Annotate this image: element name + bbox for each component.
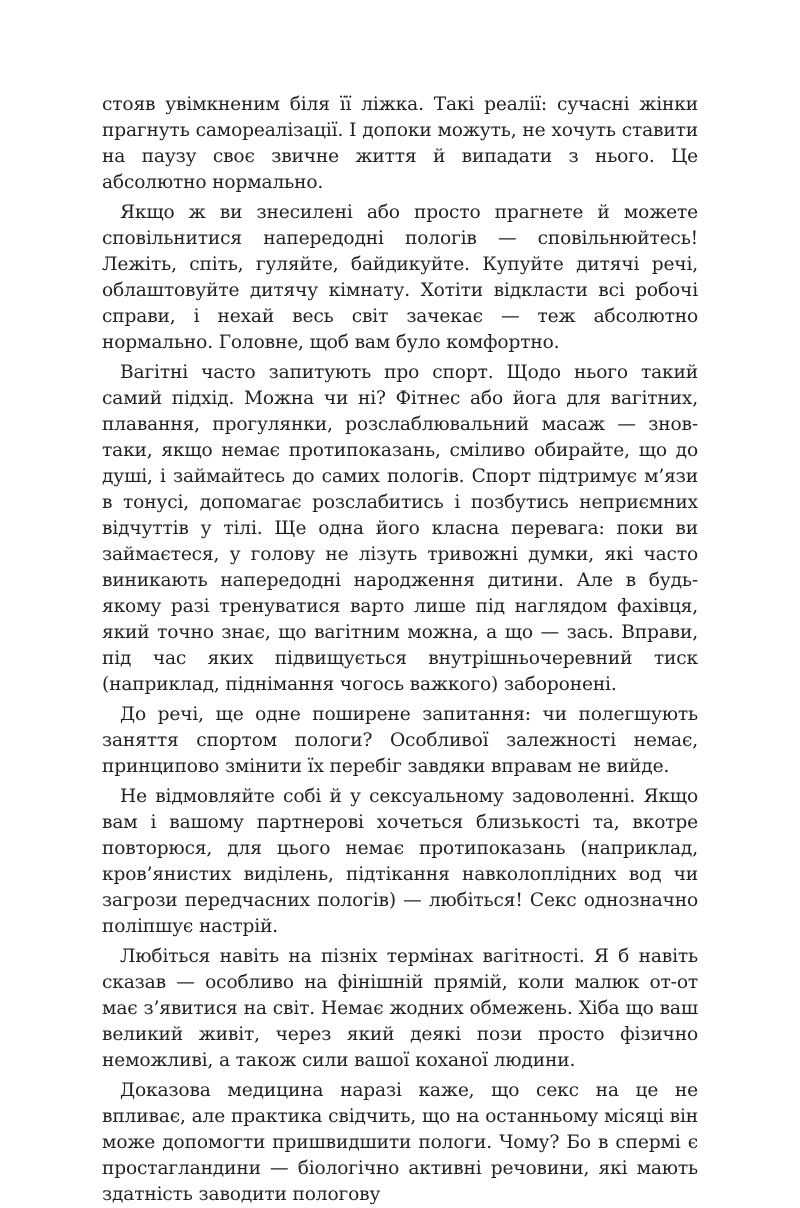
paragraph-6: Любіться навіть на пізніх термінах вагітності. Я б навіть сказав — особливо на фінішній прямій, коли малюк от-от має з’явитися на світ. Немає жодних обмежень. Хіба що ваш великий живіт, через який деякі пози просто фізично неможливі, а також сили вашої коханої людини. — [102, 946, 698, 1071]
paragraph-1: стояв увімкненим біля її ліжка. Такі реалії: сучасні жінки прагнуть самореалізації. І допоки можуть, не хочуть ставити на паузу своє звичне життя й випадати з нього. Це абсолютно нормально. — [102, 94, 698, 193]
paragraph-3: Вагітні часто запитують про спорт. Щодо нього такий самий підхід. Можна чи ні? Фітнес або йога для вагітних, плавання, прогулянки, розслаблювальний масаж — знов-таки, якщо немає протипоказань, сміливо обирайте, що до душі, і займайтесь до самих пологів. Спорт підтримує м’язи в тонусі, допомагає розслабитись і позбутись неприємних відчуттів у тілі. Ще одна його класна перевага: поки ви займаєтеся, у голову не лізуть тривожні думки, які часто виникають напередодні народження дитини. Але в будь-якому разі тренуватися варто лише під наглядом фахівця, який точно знає, що вагітним можна, а що — зась. Вправи, під час яких підвищується внутрішньочеревний тиск (наприклад, піднімання чогось важкого) заборонені. — [102, 362, 698, 695]
paragraph-5: Не відмовляйте собі й у сексуальному задоволенні. Якщо вам і вашому партнерові хочеться близькості та, вкотре повторюся, для цього немає протипоказань (наприклад, кров’янистих виділень, підтікання навколоплідних вод чи загрози передчасних пологів) — любіться! Секс однозначно поліпшує настрій. — [102, 786, 698, 937]
paragraph-4: До речі, ще одне поширене запитання: чи полегшують заняття спортом пологи? Особливої залежності немає, принципово змінити їх перебіг завдяки вправам не вийде. — [102, 704, 698, 777]
paragraph-2: Якщо ж ви знесилені або просто прагнете й можете сповільнитися напередодні пологів — сповільнюйтесь! Лежіть, спіть, гуляйте, байдикуйте. Купуйте дитячі речі, облаштовуйте дитячу кімнату. Хотіти відкласти всі робочі справи, і нехай весь світ зачекає — теж абсолютно нормально. Головне, щоб вам було комфортно. — [102, 202, 698, 353]
book-page-body — [102, 92, 698, 1208]
paragraph-7: Доказова медицина наразі каже, що секс на це не впливає, але практика свідчить, що на останньому місяці він може допомогти пришвидшити пологи. Чому? Бо в спермі є простагландини — біологічно активні речовини, які мають здатність заводити пологову — [102, 1080, 698, 1205]
